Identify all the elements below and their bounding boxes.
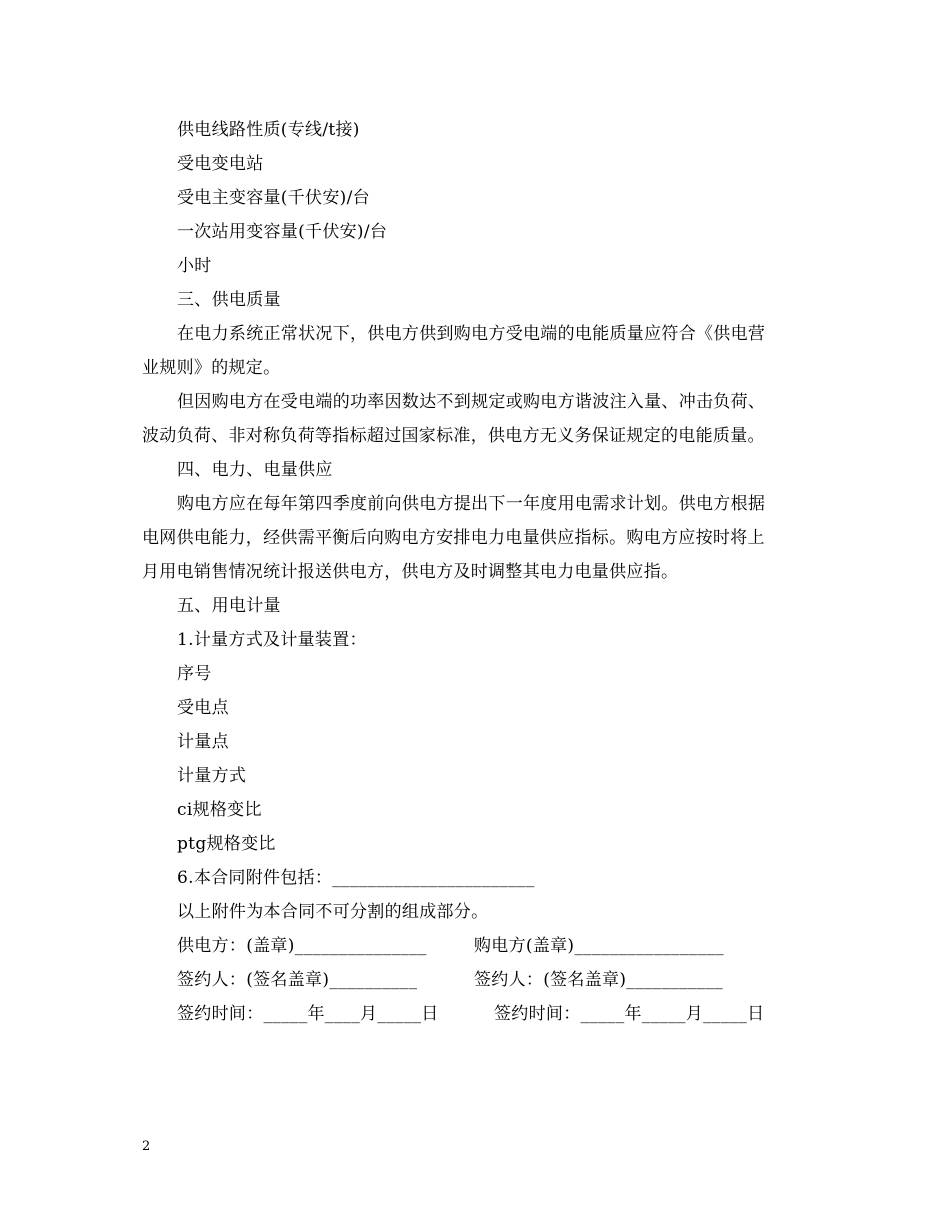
text-line-ptg-spec: ptg规格变比 [177, 834, 276, 854]
text-line-metering-method: 1.计量方式及计量装置： [177, 630, 367, 650]
text-line-attachments-note: 以上附件为本合同不可分割的组成部分。 [177, 902, 489, 922]
text-line-station-transformer-capacity: 一次站用变容量(千伏安)/台 [177, 222, 388, 242]
paragraph-line: 业规则》的规定。 [142, 358, 281, 378]
text-line-receiving-substation: 受电变电站 [177, 154, 264, 174]
section-heading-power-supply: 四、电力、电量供应 [177, 460, 333, 480]
paragraph-line: 电网供电能力，经供需平衡后向购电方安排电力电量供应指标。购电方应按时将上 [142, 528, 765, 548]
buyer-seal-field: 购电方(盖章)_________________ [474, 936, 724, 956]
paragraph-line: 波动负荷、非对称负荷等指标超过国家标准，供电方无义务保证规定的电能质量。 [142, 426, 765, 446]
text-line-serial-number: 序号 [177, 664, 212, 684]
text-line-ci-spec: ci规格变比 [177, 800, 262, 820]
buyer-date-field: 签约时间：_____年_____月_____日 [494, 1004, 765, 1024]
paragraph-line: 但因购电方在受电端的功率因数达不到规定或购电方谐波注入量、冲击负荷、 [177, 392, 766, 412]
section-heading-power-quality: 三、供电质量 [177, 290, 281, 310]
section-heading-metering: 五、用电计量 [177, 596, 281, 616]
paragraph-line: 在电力系统正常状况下，供电方供到购电方受电端的电能质量应符合《供电营 [177, 324, 766, 344]
text-line-metering-mode: 计量方式 [177, 766, 247, 786]
text-line-main-transformer-capacity: 受电主变容量(千伏安)/台 [177, 188, 370, 208]
supplier-date-field: 签约时间：_____年____月_____日 [177, 1004, 439, 1024]
text-line-attachments: 6.本合同附件包括：_______________________ [177, 868, 535, 888]
supplier-seal-field: 供电方：(盖章)_______________ [177, 936, 427, 956]
paragraph-line: 月用电销售情况统计报送供电方，供电方及时调整其电力电量供应指。 [142, 562, 679, 582]
buyer-signer-field: 签约人：(签名盖章)___________ [474, 970, 724, 990]
page-number: 2 [142, 1139, 151, 1154]
text-line-power-line-nature: 供电线路性质(专线/t接) [177, 120, 360, 140]
paragraph-line: 购电方应在每年第四季度前向供电方提出下一年度用电需求计划。供电方根据 [177, 494, 766, 514]
text-line-metering-point: 计量点 [177, 732, 229, 752]
text-line-receiving-point: 受电点 [177, 698, 229, 718]
text-line-hours: 小时 [177, 256, 212, 276]
supplier-signer-field: 签约人：(签名盖章)__________ [177, 970, 418, 990]
